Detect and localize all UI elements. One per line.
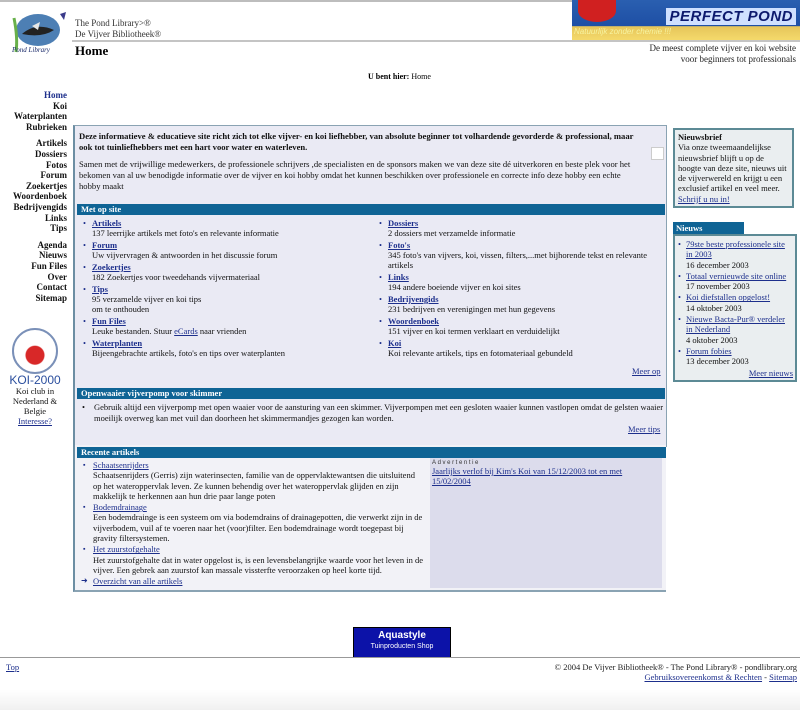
perfect-pond-banner[interactable]: [572, 0, 800, 40]
site-title: [75, 18, 161, 40]
recent-article-desc: Schaatsenrijders (Gerris) zijn waterinsecten, familie van de oppervlaktewantsen die uitsluitend op het wateroppervlak leven. Ze kunnen behendig over het wateroppervlak glijden en zijn makkelijk te herkennen aan hun drie paar lange poten: [93, 470, 415, 501]
recent-article-desc: Het zuurstofgehalte dat in water opgelost is, is een levensbelangrijke waarde voor het leven in de vijver. Een gebrek aan zuurstof kan massale vissterfte veroorzaken op heel korte tijd.: [93, 554, 423, 575]
all-articles-link[interactable]: Overzicht van alle artikels: [93, 576, 183, 587]
nav-item-links[interactable]: Links: [44, 212, 67, 223]
site-list-item: [374, 294, 664, 314]
nav-item-rubrieken[interactable]: Rubrieken: [25, 121, 67, 132]
site-list-item: [78, 218, 363, 238]
site-item-title-link[interactable]: Woordenboek: [388, 316, 440, 326]
ecards-link[interactable]: eCards: [174, 326, 198, 336]
news-item-date: 14 oktober 2003: [686, 302, 742, 313]
nav-item-bedrijvengids[interactable]: Bedrijvengids: [13, 201, 67, 212]
more-site-link[interactable]: Meer op: [632, 366, 661, 376]
news-item: [677, 346, 793, 367]
svg-text:Pond Library: Pond Library: [12, 46, 50, 54]
recent-article-item: [80, 544, 425, 575]
banner-slogan: Natuurlijk zonder chemie !!!: [574, 27, 671, 36]
site-item-title-link[interactable]: Tips: [92, 284, 108, 294]
nav-item-contact[interactable]: Contact: [36, 282, 67, 293]
nav-item-forum[interactable]: Forum: [40, 170, 67, 181]
site-item-desc: 345 foto's van vijvers, koi, vissen, filters,...met bijhorende tekst en relevante artikels: [388, 250, 648, 270]
nav-item-woordenboek[interactable]: Woordenboek: [12, 191, 67, 202]
nav-item-artikels[interactable]: Artikels: [36, 138, 67, 149]
news-header: Nieuws: [673, 222, 744, 234]
site-item-title-link[interactable]: Links: [388, 272, 409, 282]
more-news-link[interactable]: Meer nieuws: [748, 367, 793, 378]
news-item-date: 16 december 2003: [686, 259, 749, 270]
recent-article-link[interactable]: Het zuurstofgehalte: [93, 544, 160, 555]
site-item-desc: 182 Zoekertjes voor tweedehands vijvermateriaal: [92, 272, 261, 282]
site-title-en: The Pond Library>®: [75, 18, 151, 28]
site-title-nl: De Vijver Bibliotheek®: [75, 29, 162, 39]
site-section-header: Met op site: [77, 204, 665, 215]
news-item: [677, 314, 793, 345]
nav-item-tips[interactable]: Tips: [50, 223, 67, 234]
newsletter-title: Nieuwsbrief: [678, 132, 722, 142]
intro-image-placeholder: [651, 147, 664, 160]
koi-fish-icon: [578, 0, 616, 22]
news-item-date: 13 december 2003: [686, 356, 749, 367]
header-rule: [72, 40, 800, 42]
nav-item-dossiers[interactable]: Dossiers: [35, 148, 67, 159]
footer-rule: [0, 657, 800, 658]
nav-item-agenda[interactable]: Agenda: [37, 239, 67, 250]
site-item-title-link[interactable]: Fun Files: [92, 316, 126, 326]
advert-link[interactable]: Jaarlijks verlof bij Kim's Koi van 15/12/2003 tot en met 15/02/2004: [432, 466, 623, 486]
copyright: [555, 662, 797, 682]
banner-brand: PERFECT POND: [666, 8, 796, 25]
newsletter-signup-link[interactable]: Schrijf u nu in!: [678, 193, 730, 204]
news-item-link[interactable]: Totaal vernieuwde site online: [686, 270, 787, 281]
terms-link[interactable]: Gebruiksovereenkomst & Rechten: [644, 672, 763, 682]
koi-2000-logo-icon: [12, 328, 58, 374]
news-item: [677, 239, 793, 270]
site-item-desc: 194 andere boeiende vijver en koi sites: [388, 282, 521, 292]
koi-club-line2: Nederland &: [12, 396, 58, 406]
site-item-desc: Koi relevante artikels, tips en fotomateriaal gebundeld: [388, 348, 573, 358]
site-list-left: [78, 218, 363, 360]
recent-article-link[interactable]: Bodemdrainage: [93, 502, 147, 513]
site-item-desc-post: naar vrienden: [197, 326, 247, 336]
newsletter-box: [673, 128, 794, 208]
pond-library-logo[interactable]: [8, 8, 70, 55]
nav-item-fun-files[interactable]: Fun Files: [31, 260, 67, 271]
site-item-desc: 231 bedrijven en verenigingen met hun gegevens: [388, 304, 556, 314]
news-item-link[interactable]: Koi diefstallen opgelost!: [686, 292, 771, 303]
news-item-link[interactable]: Nieuwe Bacta-Pur® verdeler in Nederland: [686, 314, 785, 335]
site-list-item: [78, 316, 363, 336]
site-list-item: [78, 262, 363, 282]
aquastyle-title: Aquastyle: [378, 630, 426, 641]
site-item-desc-extra: om te onthouden: [92, 304, 150, 314]
koi-club-line1: Koi club in: [15, 386, 55, 396]
site-list-item: [374, 338, 664, 358]
footer-separator: -: [762, 672, 770, 682]
site-item-desc: [92, 326, 363, 336]
site-item-title-link[interactable]: Foto's: [388, 240, 411, 250]
site-list-item: [374, 240, 664, 270]
intro-body: Samen met de vrijwillige medewerkers, de professionele schrijvers ,de specialisten en de sponsors maken we van deze site dé uitverkoren en beste plek voor het bekomen van al uw benodigde informatie over de vijver en koi hobby omdat het kunnen beschikken over professionele en correcte info deze hobby een echte hobby maakt: [79, 159, 631, 191]
intro-lead: Deze informatieve & educatieve site richt zich tot elke vijver- en koi liefhebber, van absolute beginner tot volhardende gevorderde & professional, maar ook tot tuinliefhebbers met een hart voor water en waterleven.: [79, 131, 634, 152]
footer-sitemap-link[interactable]: Sitemap: [769, 672, 797, 682]
breadcrumb-current: Home: [411, 72, 431, 81]
news-box: [673, 234, 797, 382]
more-tips-link[interactable]: Meer tips: [628, 424, 661, 434]
koi-2000-badge[interactable]: [2, 328, 68, 426]
tagline: [546, 43, 796, 65]
nav-item-waterplanten[interactable]: Waterplanten: [14, 111, 67, 122]
site-list-item: [78, 338, 363, 358]
site-item-title-link[interactable]: Zoekertjes: [92, 262, 131, 272]
newsletter-text: Via onze tweemaandelijkse nieuwsbrief blijft u op de hoogte van deze site, nieuws uit de vijverwereld en krijgt u een exclusief artikel en veel meer.: [678, 142, 787, 194]
nav-item-zoekertjes[interactable]: Zoekertjes: [26, 180, 67, 191]
site-item-title-link[interactable]: Waterplanten: [92, 338, 143, 348]
site-item-title-link[interactable]: Koi: [388, 338, 402, 348]
koi-club-line3: Belgie: [23, 406, 47, 416]
site-list-item: [78, 284, 363, 314]
breadcrumb: [368, 72, 431, 81]
aquastyle-ad-button[interactable]: [353, 627, 451, 658]
top-link[interactable]: Top: [6, 662, 20, 672]
site-list-item: [78, 240, 363, 260]
recent-article-desc: Een bodemdrainge is een systeem om via bodemdrains of drainagepotten, die verwerkt zijn in de vijverbodem, vuil af te voeren naar het (voor)filter. Een bodemdrainage wordt toegepast bij gravity filtersystemen.: [93, 512, 423, 544]
nav-item-home[interactable]: Home: [44, 90, 67, 100]
intro-text: [79, 131, 644, 192]
site-item-desc: 137 leerrijke artikels met foto's en relevante informatie: [92, 228, 279, 238]
news-item-link[interactable]: 79ste beste professionele site in 2003: [686, 239, 785, 260]
site-item-title-link[interactable]: Bedrijvengids: [388, 294, 439, 304]
site-item-desc: 151 vijver en koi termen verklaart en verduidelijkt: [388, 326, 560, 336]
page-title: Home: [75, 43, 109, 58]
site-item-desc: Bijeengebrachte artikels, foto's en tips over waterplanten: [92, 348, 285, 358]
advert-label: Advertentie: [432, 460, 480, 466]
news-item-date: 17 november 2003: [686, 281, 750, 292]
recent-articles-header: Recente artikels: [77, 447, 666, 458]
overview-row: [80, 576, 425, 586]
site-item-desc: 2 dossiers met verzamelde informatie: [388, 228, 516, 238]
breadcrumb-label: U bent hier:: [368, 72, 410, 81]
news-item: [677, 271, 793, 292]
nav-item-fotos[interactable]: Fotos: [46, 159, 67, 170]
aquastyle-subtitle: Tuinproducten Shop: [370, 643, 434, 650]
tagline-line2: voor beginners tot professionals: [680, 54, 796, 64]
copyright-text: © 2004 De Vijver Bibliotheek® - The Pond Library® - pondlibrary.org: [554, 662, 797, 672]
recent-article-item: [80, 502, 425, 543]
bottom-fade: [0, 690, 800, 710]
nav-item-over[interactable]: Over: [47, 271, 67, 282]
tip-header: Openwaaier vijverpomp voor skimmer: [77, 388, 665, 399]
advert-box: [430, 458, 662, 588]
koi-2000-title: KOI-2000: [9, 373, 61, 387]
site-item-title-link[interactable]: Artikels: [92, 218, 122, 228]
news-list: [677, 239, 793, 367]
tagline-line1: De meest complete vijver en koi website: [649, 43, 796, 53]
recent-articles-list: [80, 460, 425, 587]
recent-article-item: [80, 460, 425, 501]
site-item-desc: 95 verzamelde vijver en koi tips: [92, 294, 202, 304]
site-item-title-link[interactable]: Forum: [92, 240, 118, 250]
recent-article-link[interactable]: Schaatsenrijders: [93, 460, 149, 470]
site-list-item: [374, 316, 664, 336]
site-item-title-link[interactable]: Dossiers: [388, 218, 419, 228]
left-navigation: [0, 90, 67, 303]
news-item: [677, 292, 793, 313]
koi-logo-icon: [8, 8, 70, 55]
nav-item-koi[interactable]: Koi: [52, 100, 67, 111]
news-item-date: 4 oktober 2003: [686, 334, 738, 345]
site-list-item: [374, 272, 664, 292]
site-item-desc-pre: Leuke bestanden. Stuur: [92, 326, 175, 336]
site-item-desc: Uw vijvervragen & antwoorden in het discussie forum: [92, 250, 278, 260]
news-item-link[interactable]: Forum fobies: [686, 345, 732, 356]
koi-interest-link[interactable]: Interesse?: [18, 416, 52, 426]
site-list-item: [374, 218, 664, 238]
nav-item-sitemap[interactable]: Sitemap: [35, 292, 67, 303]
site-list-right: [374, 218, 664, 360]
tip-text: • Gebruik altijd een vijverpomp met open waaier voor de aansturing van een skimmer. Vijverpompen met een gesloten waaier kunnen vastlopen omdat de gelsten waaier moeilijk overweg kan met vuil dan doorheen het skimmermandjes gezogen kan worden.: [82, 402, 674, 424]
nav-item-nieuws[interactable]: Nieuws: [38, 250, 67, 261]
